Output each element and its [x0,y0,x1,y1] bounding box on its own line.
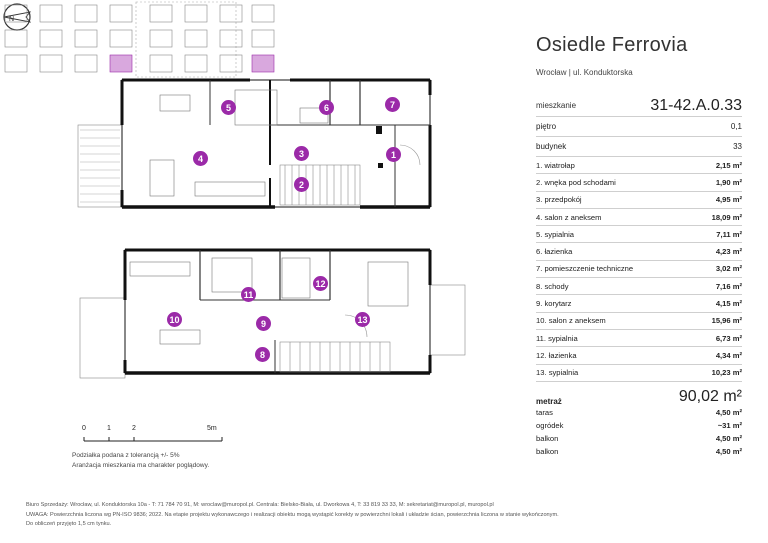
room-area: 4,95 m² [715,195,742,205]
total-area-value: 90,02 m² [678,387,742,405]
project-title: Osiedle Ferrovia [536,34,688,56]
room-number: 9. [536,299,543,309]
room-number: 7. [536,264,543,274]
room-area: 7,16 m² [715,281,742,291]
apartment-code: 31-42.A.0.33 [650,96,742,114]
room-list [536,157,742,382]
project-location: Wrocław | ul. Konduktorska [536,68,633,77]
room-area: 3,02 m² [715,264,742,274]
total-area-label: metraż [536,396,562,406]
room-area: 6,73 m² [715,333,742,343]
extra-row [536,432,742,445]
floor-value: 0,1 [730,122,742,131]
extra-name: taras [536,407,553,417]
floor-label: piętro [536,122,557,131]
info-panel [536,34,742,458]
floor-row [536,117,742,137]
building-location-plans [0,0,490,80]
location-plan-right [136,2,274,77]
room-row [536,365,742,382]
total-area-row [536,388,742,406]
room-badge-1: 1 [386,147,401,162]
room-number: 5. [536,229,543,239]
extras-list [536,406,742,458]
room-row [536,192,742,209]
terrace [78,125,122,207]
room-row [536,347,742,364]
room-area: 2,15 m² [715,160,742,170]
room-number: 13. [536,368,547,378]
notes [72,451,209,471]
upper-floor-plan [80,250,465,378]
room-badge-2: 2 [294,177,309,192]
room-row [536,313,742,330]
room-badge-12: 12 [313,276,328,291]
extra-area: 4,50 m² [715,446,742,456]
room-row [536,226,742,243]
room-name: łazienka [544,247,573,257]
ground-floor-plan [78,80,430,207]
room-name: sypialnia [544,229,575,239]
room-name: korytarz [544,299,572,309]
room-badge-4: 4 [193,151,208,166]
room-number: 10. [536,316,547,326]
footer-disclaimer: UWAGA: Powierzchnia liczona wg PN-ISO 9836; 2022. Na etapie projektu wykonawczego i realizacji obiektu mogą wystąpić korekty w powierzchni lokali i układzie ścian, powierzchnia liczona w stanie wykończonym. [26,511,559,518]
room-name: wiatrołap [544,160,575,170]
room-row [536,330,742,347]
room-name: salon z aneksem [544,212,602,222]
room-area: 4,15 m² [715,299,742,309]
room-badge-11: 11 [241,287,256,302]
room-row [536,278,742,295]
room-area: 15,96 m² [711,316,742,326]
room-number: 3. [536,195,543,205]
extra-row [536,406,742,419]
svg-text:N: N [9,16,15,23]
extra-name: ogródek [536,420,564,430]
room-badge-3: 3 [294,146,309,161]
location-plan-left [5,5,132,72]
room-row [536,243,742,260]
room-number: 11. [536,333,546,343]
room-number: 1. [536,160,543,170]
room-badge-13: 13 [355,312,370,327]
room-area: 18,09 m² [711,212,742,222]
extra-row [536,419,742,432]
room-name: wnęka pod schodami [544,177,616,187]
room-badge-10: 10 [167,312,182,327]
room-area: 4,34 m² [715,350,742,360]
room-number: 2. [536,177,543,187]
extra-area: ~31 m² [717,420,742,430]
room-row [536,157,742,174]
room-name: sypialnia [548,368,579,378]
room-area: 4,23 m² [715,247,742,257]
building-value: 33 [733,142,742,151]
room-row [536,209,742,226]
room-number: 12. [536,350,547,360]
room-badge-7: 7 [385,97,400,112]
room-badge-6: 6 [319,100,334,115]
note-tolerance: Podziałka podana z tolerancją +/- 5% [72,452,180,459]
room-number: 8. [536,281,543,291]
room-number: 6. [536,247,543,257]
extra-name: balkon [536,433,559,443]
scale-tick-2: 2 [132,425,136,432]
room-badge-9: 9 [256,316,271,331]
scale-tick-5m: 5m [207,425,217,432]
extra-name: balkon [536,446,559,456]
room-number: 4. [536,212,543,222]
apartment-label: mieszkanie [536,101,577,110]
apartment-row [536,95,742,117]
scale-tick-0: 0 [82,425,86,432]
building-label: budynek [536,142,567,151]
footer-contact: Biuro Sprzedaży: Wrocław, ul. Konduktorska 10a - T: 71 784 70 91, M: wroclaw@muropol.pl. Centrala: Bielsko-Biała, ul. Dworkowa 4, T: 33 819 33 33, M: sekretariat@muropol.pl, muropol.pl [26,502,494,508]
footer-plaster-note: Do obliczeń przyjęto 1,5 cm tynku. [26,521,112,527]
room-area: 10,23 m² [711,368,742,378]
balcony-right [430,285,465,355]
balcony-left [80,298,125,378]
room-name: salon z aneksem [548,316,606,326]
room-name: przedpokój [544,195,582,205]
room-name: łazienka [548,350,577,360]
room-badge-8: 8 [255,347,270,362]
room-name: pomieszczenie techniczne [544,264,634,274]
room-row [536,295,742,312]
scale-tick-1: 1 [107,425,111,432]
room-area: 1,90 m² [715,177,742,187]
room-area: 7,11 m² [716,229,742,239]
room-name: sypialnia [548,333,578,343]
room-name: schody [544,281,569,291]
footer [26,501,746,530]
extra-row [536,445,742,458]
room-row [536,261,742,278]
room-row [536,174,742,191]
building-row [536,137,742,157]
extra-area: 4,50 m² [715,407,742,417]
note-arrangement: Aranżacja mieszkania ma charakter poglądowy. [72,462,210,469]
extra-area: 4,50 m² [715,433,742,443]
room-badge-5: 5 [221,100,236,115]
